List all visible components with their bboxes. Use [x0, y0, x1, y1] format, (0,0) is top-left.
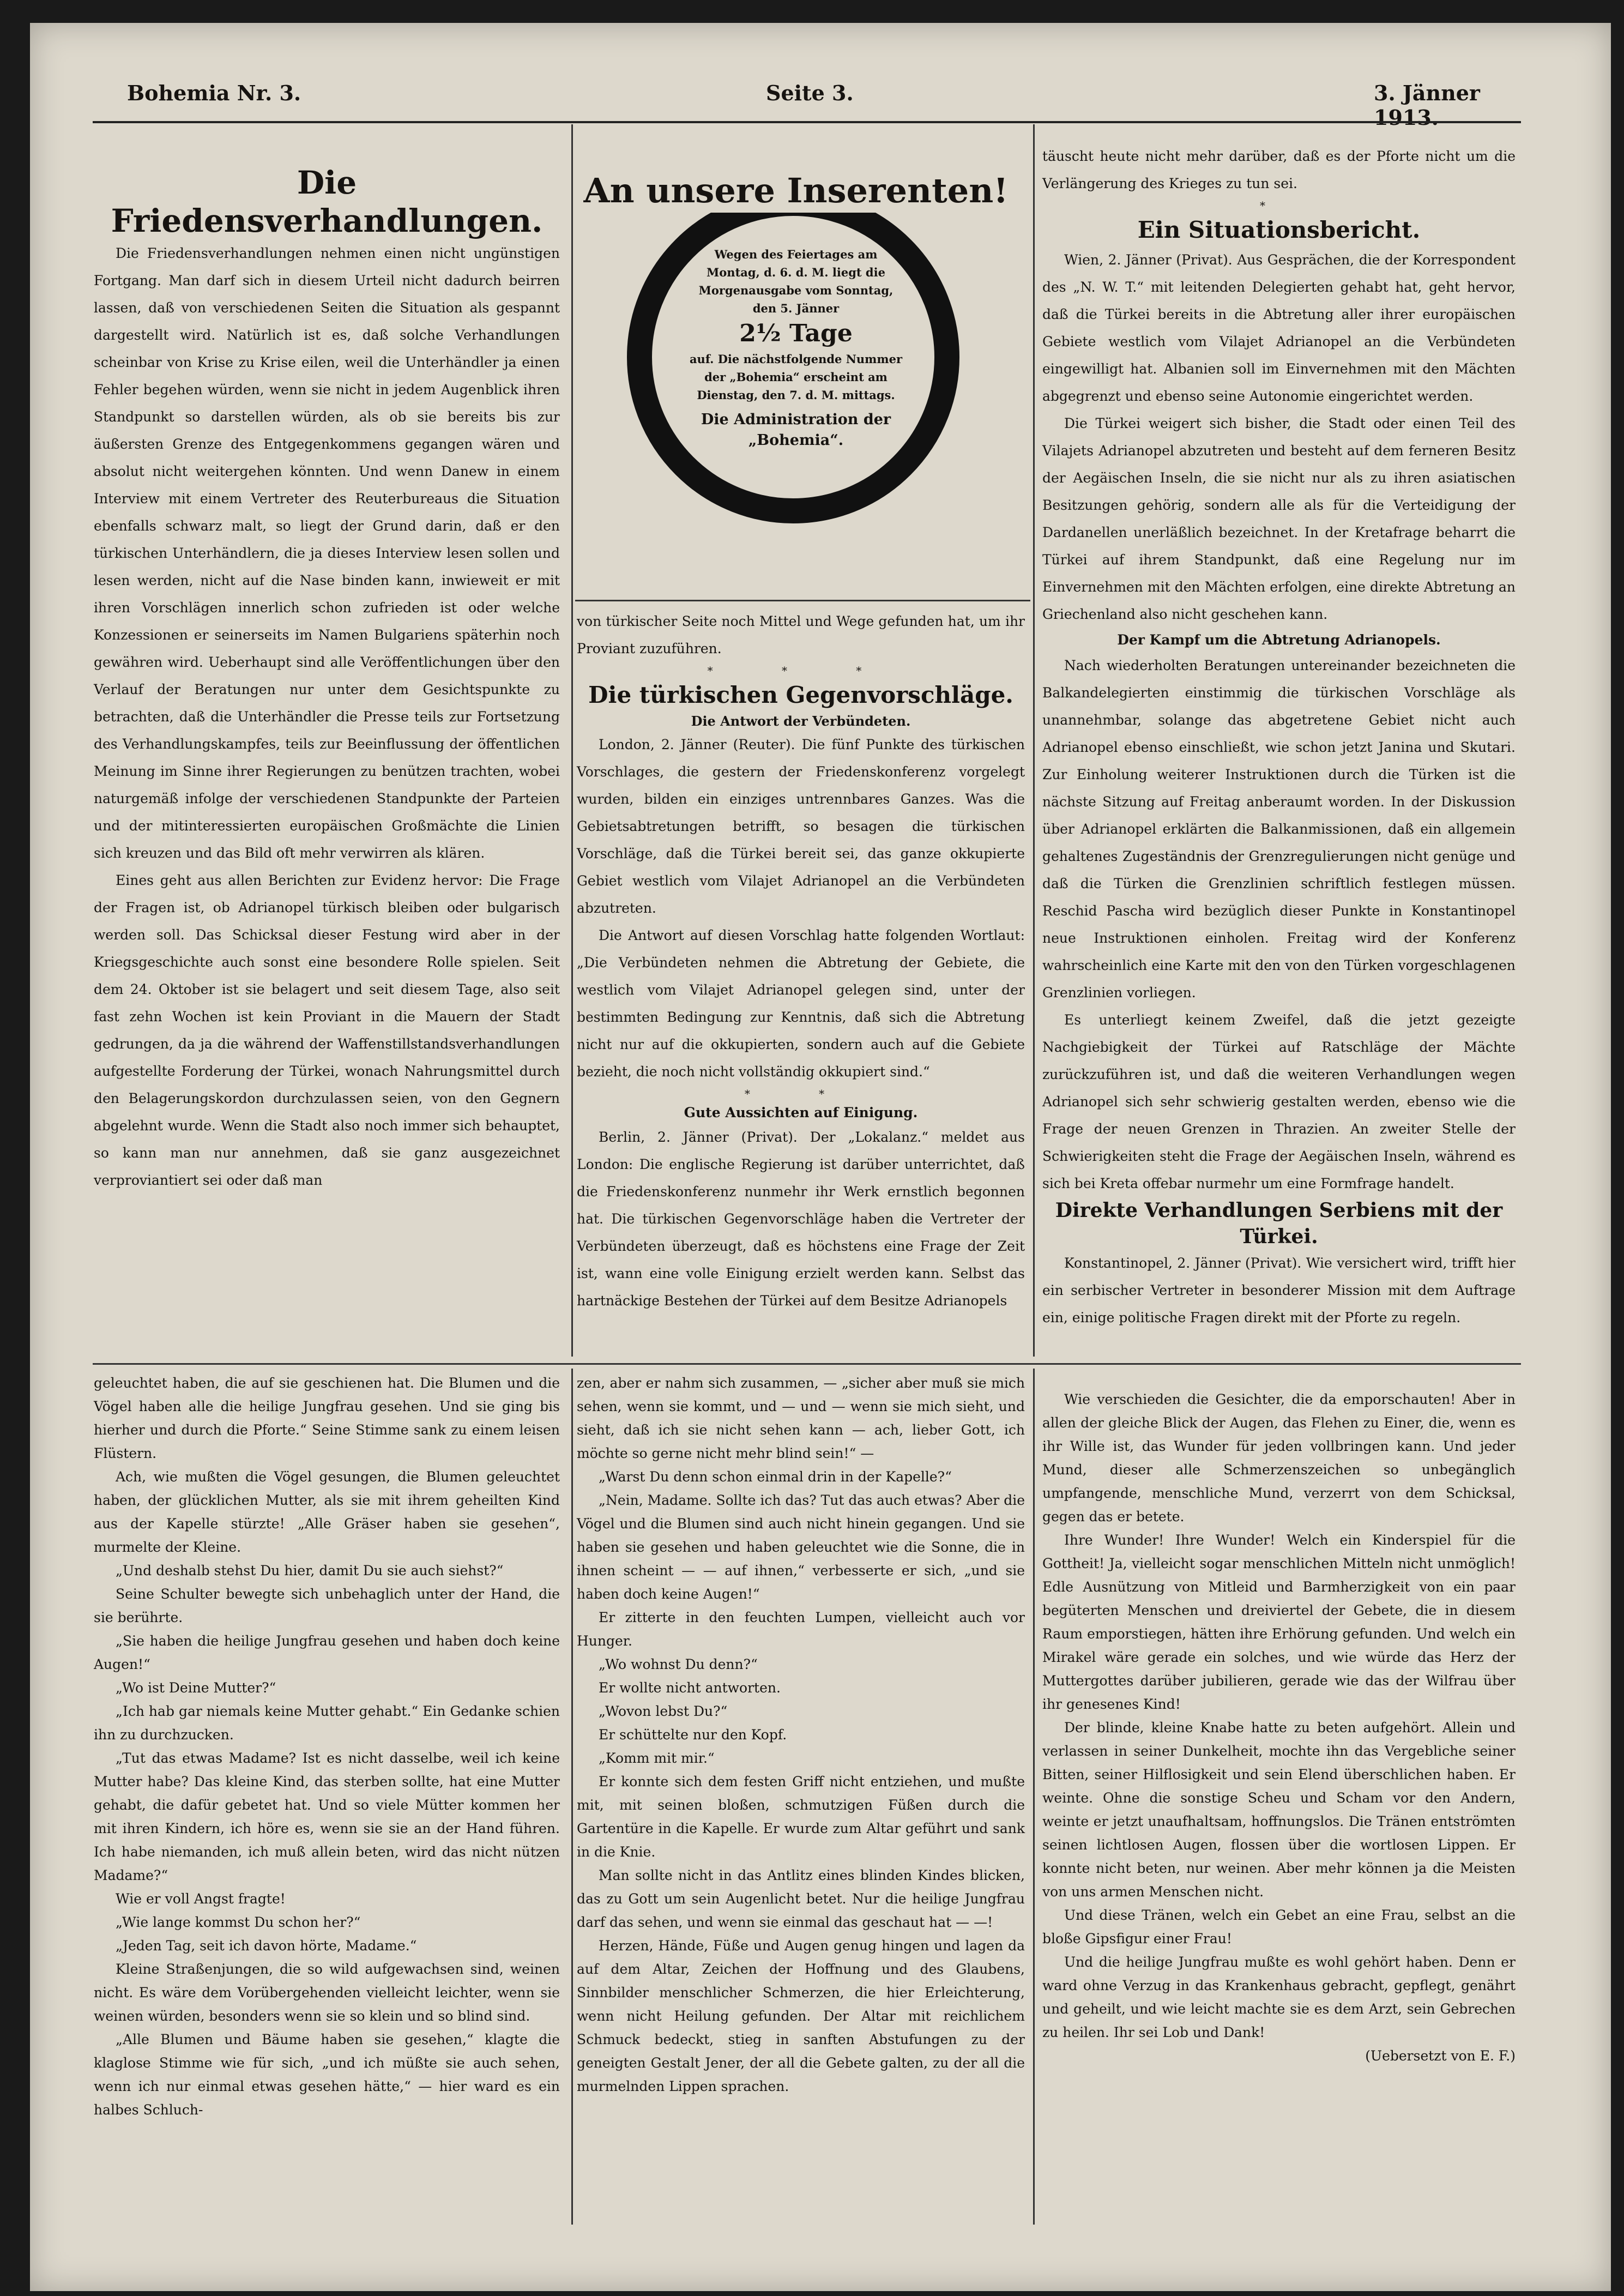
story-paragraph: Er wollte nicht antworten. — [599, 1680, 781, 1696]
story-paragraph: Ihre Wunder! Ihre Wunder! Welch ein Kinderspiel für die Gottheit! Ja, vielleicht sogar menschlichen Mitteln nicht unmöglich! Edle Ausnützung von Mitleid und Barmherzigkeit von ein paar begüterten Menschen und dreiviertel der Gebete, die in diesem Raum emporstiegen, hätten ihre Erhörung gefunden. Und welch ein Mirakel wäre gerade ein solches, und wie würde das Herz der Muttergottes darüber jubilieren, gerade wie das der Wilfrau über ihr genesenes Kind! — [1042, 1532, 1516, 1712]
story-paragraph: geleuchtet haben, die auf sie geschienen hat. Die Blumen und die Vögel haben alle die heilige Jungfrau gesehen. Und sie ging bis hierher und durch die Pforte.“ Seine Stimme sank zu einem leisen Flüstern. — [94, 1375, 560, 1461]
ad-text: Wegen des Feiertages am Montag, d. 6. d. M. liegt die Morgenausgabe vom Sonntag, den 5. Jänner — [698, 248, 893, 315]
column-3 — [1042, 143, 1516, 1331]
story-paragraph: Er schüttelte nur den Kopf. — [599, 1727, 787, 1743]
story-paragraph: „Nein, Madame. Sollte ich das? Tut das auch etwas? Aber die Vögel und die Blumen sind auch nicht hinein gegangen. Und sie haben sie gesehen und haben geleuchtet wie die Sonne, die in ihnen scheint — — auf ihnen,“ verbesserte er sich, „und sie haben doch keine Augen!“ — [577, 1492, 1025, 1602]
story-paragraph: Kleine Straßenjungen, die so wild aufgewachsen sind, weinen nicht. Es wäre dem Vorübergehenden vielleicht leichter, wenn sie weinen würden, besonders wenn sie so klein und so blind sind. — [94, 1961, 560, 2024]
column-divider — [571, 124, 573, 1357]
feuilleton-column-1 — [94, 1371, 560, 2122]
article-paragraph: täuscht heute nicht mehr darüber, daß es der Pforte nicht um die Verlängerung des Krieges zu tun sei. — [1042, 148, 1516, 191]
article-paragraph: Berlin, 2. Jänner (Privat). Der „Lokalanz.“ meldet aus London: Die englische Regierung ist darüber unterrichtet, daß die Friedenskonferenz nunmehr ihr Werk ernstlich begonnen hat. Die türkischen Gegenvorschläge haben die Vertreter der Verbündeten überzeugt, daß es höchstens eine Frage der Zeit ist, wann eine volle Einigung erzielt werden kann. Selbst das hartnäckige Bestehen der Türkei auf dem Besitze Adrianopels — [577, 1129, 1025, 1309]
column-divider — [1033, 1369, 1035, 2225]
story-paragraph: „Wie lange kommst Du schon her?“ — [116, 1914, 361, 1930]
page-header — [95, 81, 1518, 130]
story-paragraph: Der blinde, kleine Knabe hatte zu beten aufgehört. Allein und verlassen in seiner Dunkelheit, mochte ihn das Vergebliche seiner Bitten, seiner Hilflosigkeit und sein Elend überschlichen haben. Er weinte. Ohne die sonstige Scheu und Scham vor den Andern, weinte er jetzt unaufhaltsam, hoffnungslos. Die Tränen entströmten seinen lichtlosen Augen, flossen über die wortlosen Lippen. Er konnte nicht beten, nur weinen. Aber mehr können ja die Meisten von uns armen Menschen nicht. — [1042, 1720, 1516, 1900]
article-paragraph: Die Friedensverhandlungen nehmen einen nicht ungünstigen Fortgang. Man darf sich in diesem Urteil nicht dadurch beirren lassen, daß von verschiedenen Seiten die Situation als gespannt dargestellt wird. Natürlich ist es, daß solche Verhandlungen scheinbar von Krise zu Krise eilen, weil die Unterhändler ja einen Fehler begehen würden, wenn sie nicht in jedem Augenblick ihren Standpunkt so darstellen würden, als ob sie bereits bis zur äußersten Grenze des Entgegenkommens gegangen wären und absolut nicht weitergehen könnten. Und wenn Danew in einem Interview mit einem Vertreter des Reuterbureaus die Situation ebenfalls schwarz malt, so liegt der Grund darin, daß er den türkischen Unterhändlern, die ja dieses Interview lesen sollen und lesen werden, nicht auf die Nase binden kann, inwieweit er mit ihren Vorschlägen innerlich schon zufrieden ist oder welche Konzessionen er seinerseits im Namen Bulgariens späterhin noch gewähren wird. Ueberhaupt sind alle Veröffentlichungen über den Verlauf der Beratungen nur unter dem Gesichtspunkte zu betrachten, daß die Unterhändler die Presse teils zur Fortsetzung des Verhandlungskampfes, teils zur Beeinflussung der öffentlichen Meinung im Sinne ihrer Regierungen zu benützen trachten, wobei naturgemäß infolge der verschiedenen Standpunkte der Parteien und der mitinteressierten europäischen Großmächte die Linien sich kreuzen und das Bild oft mehr verwirren als klären. — [94, 245, 560, 861]
article-paragraph: Die Antwort auf diesen Vorschlag hatte folgenden Wortlaut: „Die Verbündeten nehmen die Abtretung der Gebiete, die westlich vom Vilajet Adrianopel gelegen sind, unter der bestimmten Bedingung zur Kenntnis, daß sich die Abtretung nicht nur auf die okkupierten, sondern auch auf die Gebiete bezieht, die noch nicht vollständig okkupiert sind.“ — [577, 927, 1025, 1080]
story-paragraph: „Ich hab gar niemals keine Mutter gehabt.“ Ein Gedanke schien ihn zu durchzucken. — [94, 1703, 560, 1743]
article-title: Direkte Verhandlungen Serbiens mit der Türkei. — [1055, 1199, 1503, 1248]
column-divider — [571, 1369, 573, 2225]
story-paragraph: „Wo wohnst Du denn?“ — [599, 1656, 758, 1672]
article-paragraph: Die Türkei weigert sich bisher, die Stadt oder einen Teil des Vilajets Adrianopel abzutreten und besteht auf dem ferneren Besitz der Aegäischen Inseln, die sie nicht nur als zu ihren asiatischen Besitzungen gehörig, sondern alle als für die Verteidigung der Dardanellen unerläßlich bezeichnet. In der Kretafrage beharrt die Türkei auf ihrem Standpunkt, daß eine Regelung nur im Einvernehmen mit den Mächten erfolgen, eine direkte Abtretung an Griechenland also nicht geschehen kann. — [1042, 415, 1516, 622]
article-title: Die Friedensverhandlungen. — [111, 164, 543, 239]
story-paragraph: „Wovon lebst Du?“ — [599, 1703, 728, 1719]
ad-title: An unsere Inserenten! — [583, 169, 1009, 213]
story-paragraph: „Komm mit mir.“ — [599, 1750, 715, 1766]
article-subtitle: Der Kampf um die Abtretung Adrianopels. — [1117, 632, 1441, 648]
story-paragraph: zen, aber er nahm sich zusammen, — „sicher aber muß sie mich sehen, wenn sie kommt, und — und — wenn sie mich sieht, und sieht, daß ich sie nicht sehen kann — ach, lieber Gott, ich möchte so gerne nicht mehr blind sein!“ — — [577, 1375, 1025, 1461]
feuilleton-column-3 — [1042, 1388, 1516, 2068]
article-title: Ein Situationsbericht. — [1137, 216, 1421, 243]
article-subtitle: Die Antwort der Verbündeten. — [691, 713, 911, 729]
story-paragraph: „Tut das etwas Madame? Ist es nicht dasselbe, weil ich keine Mutter habe? Das kleine Kind, das sterben sollte, hat eine Mutter gehabt, die dafür gebetet hat. Und so viele Mütter kommen her mit ihren Kindern, ich höre es, wenn sie sie an der Hand führen. Ich habe niemanden, ich muß allein beten, wird das nicht nützen Madame?“ — [94, 1750, 560, 1883]
story-paragraph: „Wo ist Deine Mutter?“ — [116, 1680, 276, 1696]
feuilleton-column-2 — [577, 1371, 1025, 2098]
section-divider — [93, 1363, 1521, 1365]
header-center: Seite 3. — [766, 81, 854, 105]
article-paragraph: London, 2. Jänner (Reuter). Die fünf Punkte des türkischen Vorschlages, die gestern der Friedenskonferenz vorgelegt wurden, bilden ein einziges untrennbares Ganzes. Was die Gebietsabtretungen betrifft, so besagen die türkischen Vorschläge, daß die Türkei bereit sei, das ganze okkupierte Gebiet westlich vom Vilajet Adrianopel an die Verbündeten abzutreten. — [577, 737, 1025, 916]
story-paragraph: Er konnte sich dem festen Griff nicht entziehen, und mußte mit, mit seinen bloßen, schmutzigen Füßen durch die Gartentüre in die Kapelle. Er wurde zum Altar geführt und sank in die Knie. — [577, 1774, 1025, 1860]
article-paragraph: Wien, 2. Jänner (Privat). Aus Gesprächen, die der Korrespondent des „N. W. T.“ mit leitenden Delegierten gehabt hat, geht hervor, daß die Türkei bereits in die Abtretung aller ihrer europäischen Gebiete westlich vom Vilajet Adrianopel an die Verbündeten eingewilligt hat. Albanien soll im Einvernehmen mit den Mächten abgegrenzt und ebenso seine Autonomie eingerichtet werden. — [1042, 252, 1516, 404]
separator-stars: * * * — [707, 664, 895, 677]
advertisement — [583, 158, 1009, 589]
article-paragraph: Es unterliegt keinem Zweifel, daß die jetzt gezeigte Nachgiebigkeit der Türkei auf Ratschläge der Mächte zurückzuführen ist, und daß die weiteren Verhandlungen wegen Adrianopel sich sehr schwierig gestalten werden, ebenso wie die Frage der neuen Grenzen in Thrazien. An zweiter Stelle der Schwierigkeiten steht die Frage der Aegäischen Inseln, während es sich bei Kreta offebar nurmehr um eine Formfrage handelt. — [1042, 1012, 1516, 1191]
ad-bottom-rule — [575, 600, 1030, 601]
article-title: Die türkischen Gegenvorschläge. — [588, 682, 1013, 708]
separator-stars: * * — [744, 1087, 858, 1100]
story-paragraph: „Warst Du denn schon einmal drin in der Kapelle?“ — [599, 1469, 952, 1485]
story-paragraph: Wie verschieden die Gesichter, die da emporschauten! Aber in allen der gleiche Blick der Augen, das Flehen zu Einer, die, wenn es ihr Wille ist, das Wunder für jeden vollbringen kann. Und jeder Mund, dieser alle Schmerzenszeichen so unbegänglich umpfangende, menschliche Mund, verzerrt von dem Schicksal, gegen das er betete. — [1042, 1391, 1516, 1524]
story-paragraph: Und diese Tränen, welch ein Gebet an eine Frau, selbst an die bloße Gipsfigur einer Frau! — [1042, 1907, 1516, 1947]
story-paragraph: Ach, wie mußten die Vögel gesungen, die Blumen geleuchtet haben, der glücklichen Mutter, als sie mit ihrem geheilten Kind aus der Kapelle stürzte! „Alle Gräser haben sie gesehen“, murmelte der Kleine. — [94, 1469, 560, 1555]
header-right: 3. Jänner 1913. — [1374, 81, 1480, 130]
ad-days: 2½ Tage — [739, 320, 853, 347]
article-paragraph: Nach wiederholten Beratungen untereinander bezeichneten die Balkandelegierten einstimmig die türkischen Vorschläge als unannehmbar, solange das abgetretene Gebiet nicht auch Adrianopel ebenso einschließt, wie schon jetzt Janina und Skutari. Zur Einholung weiterer Instruktionen durch die Türken ist die nächste Sitzung auf Freitag anberaumt worden. In der Diskussion über Adrianopel erklärten die Balkanmissionen, daß ein allgemein gehaltenes Zugeständnis der Grenzregulierungen nicht genüge und daß die Türken die Grenzlinien schriftlich festlegen müssen. Reschid Pascha wird bezüglich dieser Punkte in Konstantinopel neue Instruktionen einholen. Freitag wird der Konferenz wahrscheinlich eine Karte mit den von den Türken vorgeschlagenen Grenzlinien vorliegen. — [1042, 658, 1516, 1001]
header-left: Bohemia Nr. 3. — [127, 81, 301, 105]
story-paragraph: Man sollte nicht in das Antlitz eines blinden Kindes blicken, das zu Gott um sein Augenlicht betet. Nur die heilige Jungfrau darf das sehen, und wenn sie einmal das geschaut hat — —! — [577, 1867, 1025, 1930]
article-subtitle: Gute Aussichten auf Einigung. — [684, 1105, 918, 1120]
ad-text: auf. Die nächstfolgende Nummer der „Bohemia“ erscheint am Dienstag, den 7. d. M. mittags. — [689, 352, 903, 402]
ad-signature: Die Administration der „Bohemia“. — [701, 411, 891, 449]
article-paragraph: von türkischer Seite noch Mittel und Wege gefunden hat, um ihr Proviant zuzuführen. — [577, 613, 1025, 656]
column-divider — [1033, 124, 1035, 1357]
story-paragraph: „Alle Blumen und Bäume haben sie gesehen,“ klagte die klaglose Stimme wie für sich, „und ich müßte sie auch sehen, wenn ich nur einmal etwas gesehen hätte,“ — hier ward es ein halbes Schluch- — [94, 2032, 560, 2118]
article-paragraph: Eines geht aus allen Berichten zur Evidenz hervor: Die Frage der Fragen ist, ob Adrianopel türkisch bleiben oder bulgarisch werden soll. Das Schicksal dieser Festung wird aber in der Kriegsgeschichte auch sonst eine besondere Rolle spielen. Seit dem 24. Oktober ist sie belagert und seit diesem Tage, also seit fast zehn Wochen ist kein Proviant in die Mauern der Stadt gedrungen, da ja die während der Waffenstillstandsverhandlungen aufgestellte Forderung der Türkei, wonach Nahrungsmittel durch den Belagerungskordon durchzulassen seien, von den Gegnern abgelehnt wurde. Wenn die Stadt also noch immer sich behauptet, so kann man nur annehmen, daß sie ganz ausgezeichnet verproviantiert sei oder daß man — [94, 872, 560, 1188]
story-paragraph: „Sie haben die heilige Jungfrau gesehen und haben doch keine Augen!“ — [94, 1633, 560, 1672]
translator-credit: (Uebersetzt von E. F.) — [1365, 2048, 1516, 2064]
header-rule — [93, 121, 1521, 123]
column-2 — [577, 608, 1025, 1315]
story-paragraph: Herzen, Hände, Füße und Augen genug hingen und lagen da auf dem Altar, Zeichen der Hoffnung und des Glaubens, Sinnbilder menschlicher Schmerzen, die hier Erleichterung, wenn nicht Heilung gefunden. Der Altar mit reichlichem Schmuck bedeckt, stieg in sanften Abstufungen zu der geneigten Gestalt Jener, der all die Gebete galten, zu der all die murmelnden Lippen sprachen. — [577, 1938, 1025, 2094]
column-1 — [94, 164, 560, 1194]
story-paragraph: Wie er voll Angst fragte! — [116, 1891, 286, 1907]
article-paragraph: Konstantinopel, 2. Jänner (Privat). Wie versichert wird, trifft hier ein serbischer Vertreter in besonderer Mission mit dem Auftrage ein, einige politische Fragen direkt mit der Pforte zu regeln. — [1042, 1255, 1516, 1325]
separator-stars: * — [1260, 199, 1298, 212]
story-paragraph: Seine Schulter bewegte sich unbehaglich unter der Hand, die sie berührte. — [94, 1586, 560, 1625]
story-paragraph: Er zitterte in den feuchten Lumpen, vielleicht auch vor Hunger. — [577, 1610, 1025, 1649]
ad-body — [687, 245, 905, 451]
story-paragraph: „Und deshalb stehst Du hier, damit Du sie auch siehst?“ — [116, 1563, 504, 1578]
story-paragraph: „Jeden Tag, seit ich davon hörte, Madame.“ — [116, 1938, 417, 1954]
story-paragraph: Und die heilige Jungfrau mußte es wohl gehört haben. Denn er ward ohne Verzug in das Krankenhaus gebracht, gepflegt, genährt und geheilt, und wie leicht machte sie es dem Arzt, sein Gebrechen zu heilen. Ihr sei Lob und Dank! — [1042, 1954, 1516, 2040]
